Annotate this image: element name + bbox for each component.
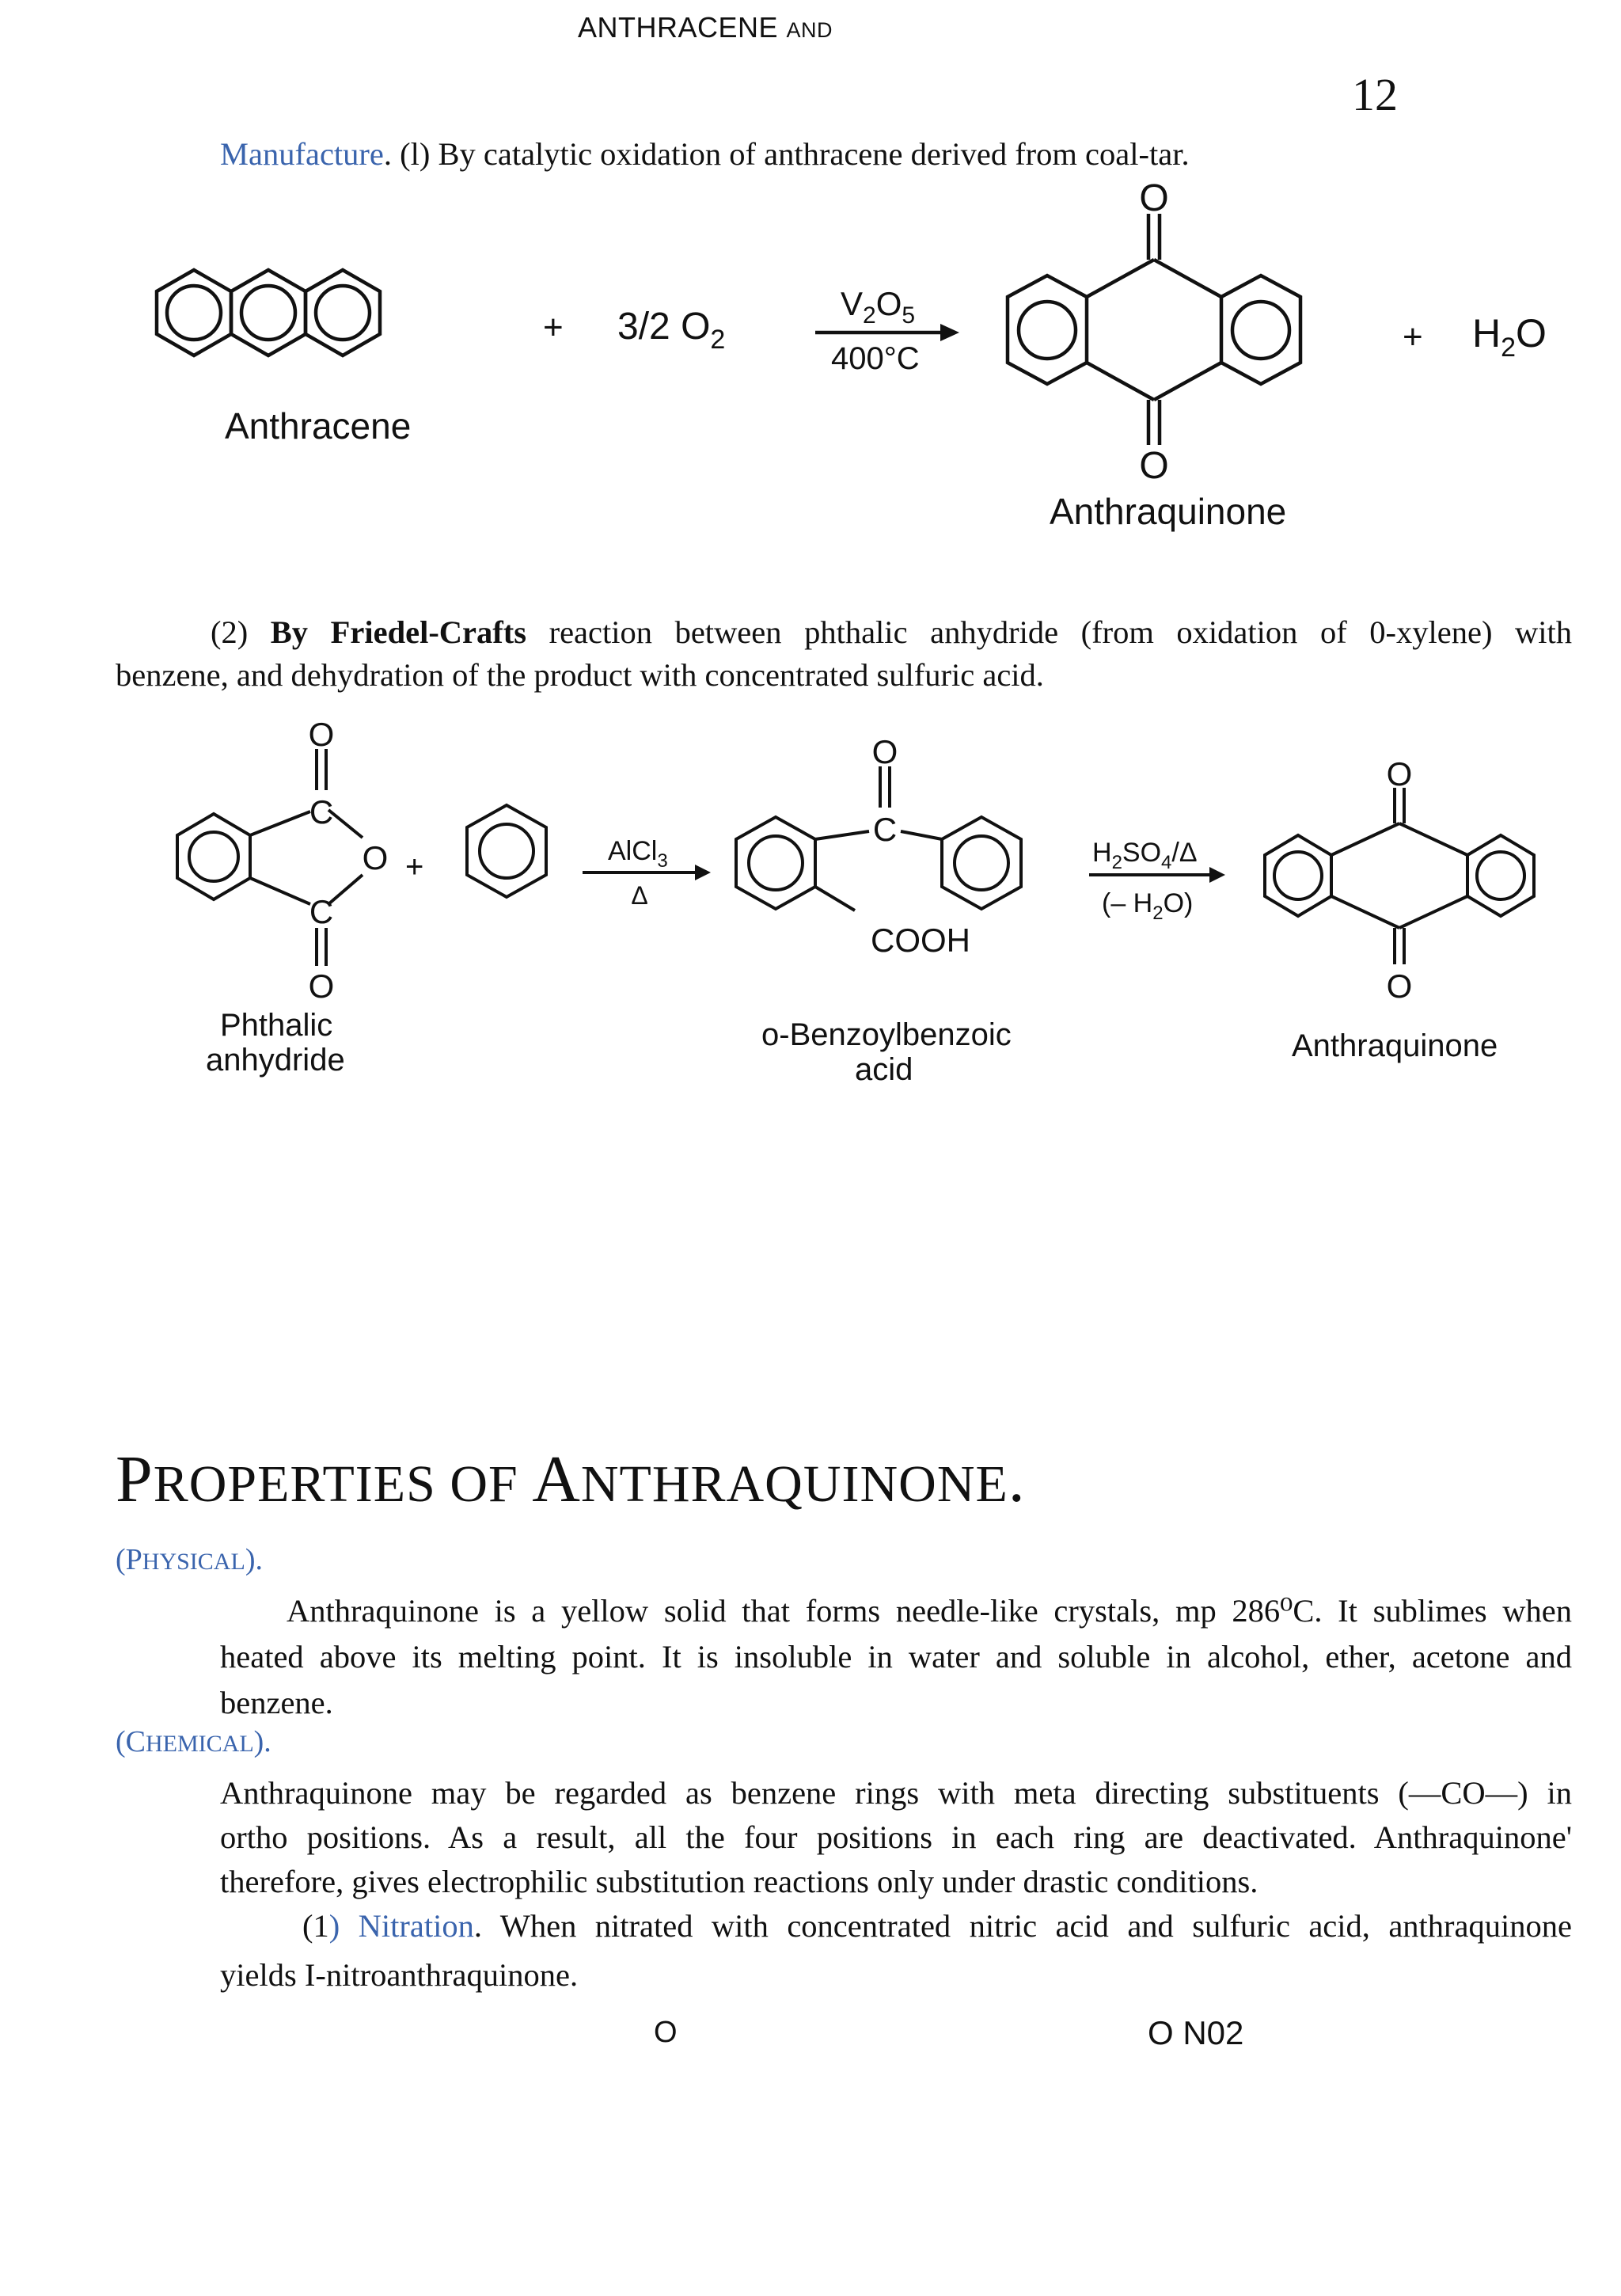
benzoyl-cooh-bond [815,887,855,910]
reaction-arrow-3-head [1209,867,1225,883]
rxn2-label-benzoyl-2: acid [855,1052,913,1087]
rxn2-aq-o-top: O [1386,755,1413,793]
aq-bond-bottom-right [1154,363,1221,400]
rxn2-aq-o-bottom: O [1386,967,1413,1005]
bottom-left-o: O [654,2016,678,2049]
section-heading: PROPERTIES OF ANTHRAQUINONE. [116,1443,1026,1516]
reaction-arrow-1-head [940,324,959,341]
rxn2-phthalic-o-bottom: O [308,967,335,1005]
rxn2-label-phthalic-2: anhydride [206,1043,345,1078]
rxn1-atom-o-top: O [1139,177,1169,219]
rxn2-label-phthalic-1: Phthalic [220,1008,333,1043]
physical-line-3: benzene. [220,1685,333,1720]
chemical-line-3: therefore, gives electrophilic substitution reactions only under drastic conditions. [220,1864,1258,1899]
rxn2-phthalic-o-ring: O [362,839,389,876]
anthracene-ring-3-circle [316,286,370,340]
rxn1-plus-1: + [543,308,564,347]
rxn2-reagent-1-condition: Δ [631,881,648,910]
nitration-line-2: yields I-nitroanthraquinone. [220,1957,579,1993]
benzoyl-ring-left-circle [749,836,803,890]
rxn1-water: $H_2O$ [1472,311,1547,363]
rxn1-oxygen: 3/2 $O_2$ [617,306,726,355]
aq2-ring-left-circle [1274,852,1322,899]
benzene-ring-circle [480,824,533,878]
rxn1-catalyst: $V_2O_5$ [841,285,916,329]
aq2-bond-top-left [1331,823,1399,855]
rxn1-temperature: 400°C [831,341,920,376]
aq-bond-bottom-left [1087,363,1154,400]
reaction-scheme-2 [0,697,1621,1108]
physical-subheading: (PHYSICAL). [116,1543,263,1576]
reaction-arrow-2-head [695,865,711,880]
friedel-crafts-bold: By Friedel-Crafts [270,614,527,650]
phthalic-ring-circle [189,832,238,881]
bottom-right-ono2: O N02 [1148,2014,1244,2051]
manufacture-link[interactable]: Manufacture [220,136,384,172]
rxn1-atom-o-bottom: O [1139,445,1169,487]
anthraquinone-right-circle [1232,302,1289,359]
rxn2-reagent-2-condition: (– $H_2O$) [1102,888,1194,924]
running-head-small: AND [786,18,833,42]
benzoyl-ring-right-circle [955,836,1008,890]
aq2-bond-bottom-left [1331,896,1399,928]
manufacture-text: . (l) By catalytic oxidation of anthracene derived from coal-tar. [383,136,1190,172]
rxn2-phthalic-c-bottom: C [309,893,334,930]
reaction-scheme-1 [0,0,1621,554]
phthalic-bond-o-bottom [328,875,363,904]
friedel-line-2: benzene, and dehydration of the product with concentrated sulfuric acid. [116,657,1044,693]
anthraquinone-left-circle [1019,302,1076,359]
rxn2-benzoyl-c: C [872,811,898,848]
rxn1-label-anthracene: Anthracene [225,405,412,447]
friedel-line-1: (2) By Friedel-Crafts reaction between phthalic anhydride (from oxidation of 0-xylene) with [211,614,1573,650]
aq2-ring-right-circle [1477,852,1524,899]
physical-line-1: Anthraquinone is a yellow solid that forms needle-like crystals, mp 286⁰C. It sublimes when [287,1593,1572,1629]
rxn2-reagent-1: AlCl$_3$ [608,836,668,872]
nitration-line-1: (1) Nitration. When nitrated with concentrated nitric acid and sulfuric acid, anthraquinone [302,1908,1572,1944]
rxn2-reagent-2: $H_2SO_4/\Delta$ [1092,838,1198,873]
rxn2-plus: + [405,850,424,884]
phthalic-bond-c-top [250,812,310,835]
rxn2-cooh: COOH [871,922,970,959]
aq2-bond-top-right [1399,823,1467,855]
phthalic-bond-o-top [328,810,363,838]
rxn1-plus-2: + [1403,317,1423,356]
chemical-subheading: (CHEMICAL). [116,1725,271,1758]
chemical-line-1: Anthraquinone may be regarded as benzene rings with meta directing substituents (—CO—) in [220,1775,1572,1811]
rxn2-phthalic-c-top: C [309,793,334,831]
page-number: 12 [1352,69,1398,120]
rxn2-label-anthraquinone: Anthraquinone [1292,1028,1498,1063]
physical-line-2: heated above its melting point. It is insoluble in water and soluble in alcohol, ether, acetone and [220,1639,1572,1674]
aq-bond-top-right [1154,260,1221,297]
aq-bond-top-left [1087,260,1154,297]
nitration-link[interactable]: Nitration [340,1908,474,1944]
rxn1-label-anthraquinone: Anthraquinone [1050,491,1287,532]
benzoyl-bond-left [815,831,869,839]
rxn2-phthalic-o-top: O [308,716,335,753]
anthracene-ring-2-circle [241,286,295,340]
running-head-main: ANTHRACENE [578,11,779,44]
rxn2-label-benzoyl-1: o-Benzoylbenzoic [761,1017,1012,1052]
phthalic-bond-c-bottom [250,878,310,904]
chemical-line-2: ortho positions. As a result, all the four positions in each ring are deactivated. Anthraquinone' [220,1819,1572,1855]
benzoyl-bond-right [901,831,942,839]
rxn2-benzoyl-o: O [871,733,898,770]
aq2-bond-bottom-right [1399,896,1467,928]
anthracene-ring-1-circle [167,286,221,340]
